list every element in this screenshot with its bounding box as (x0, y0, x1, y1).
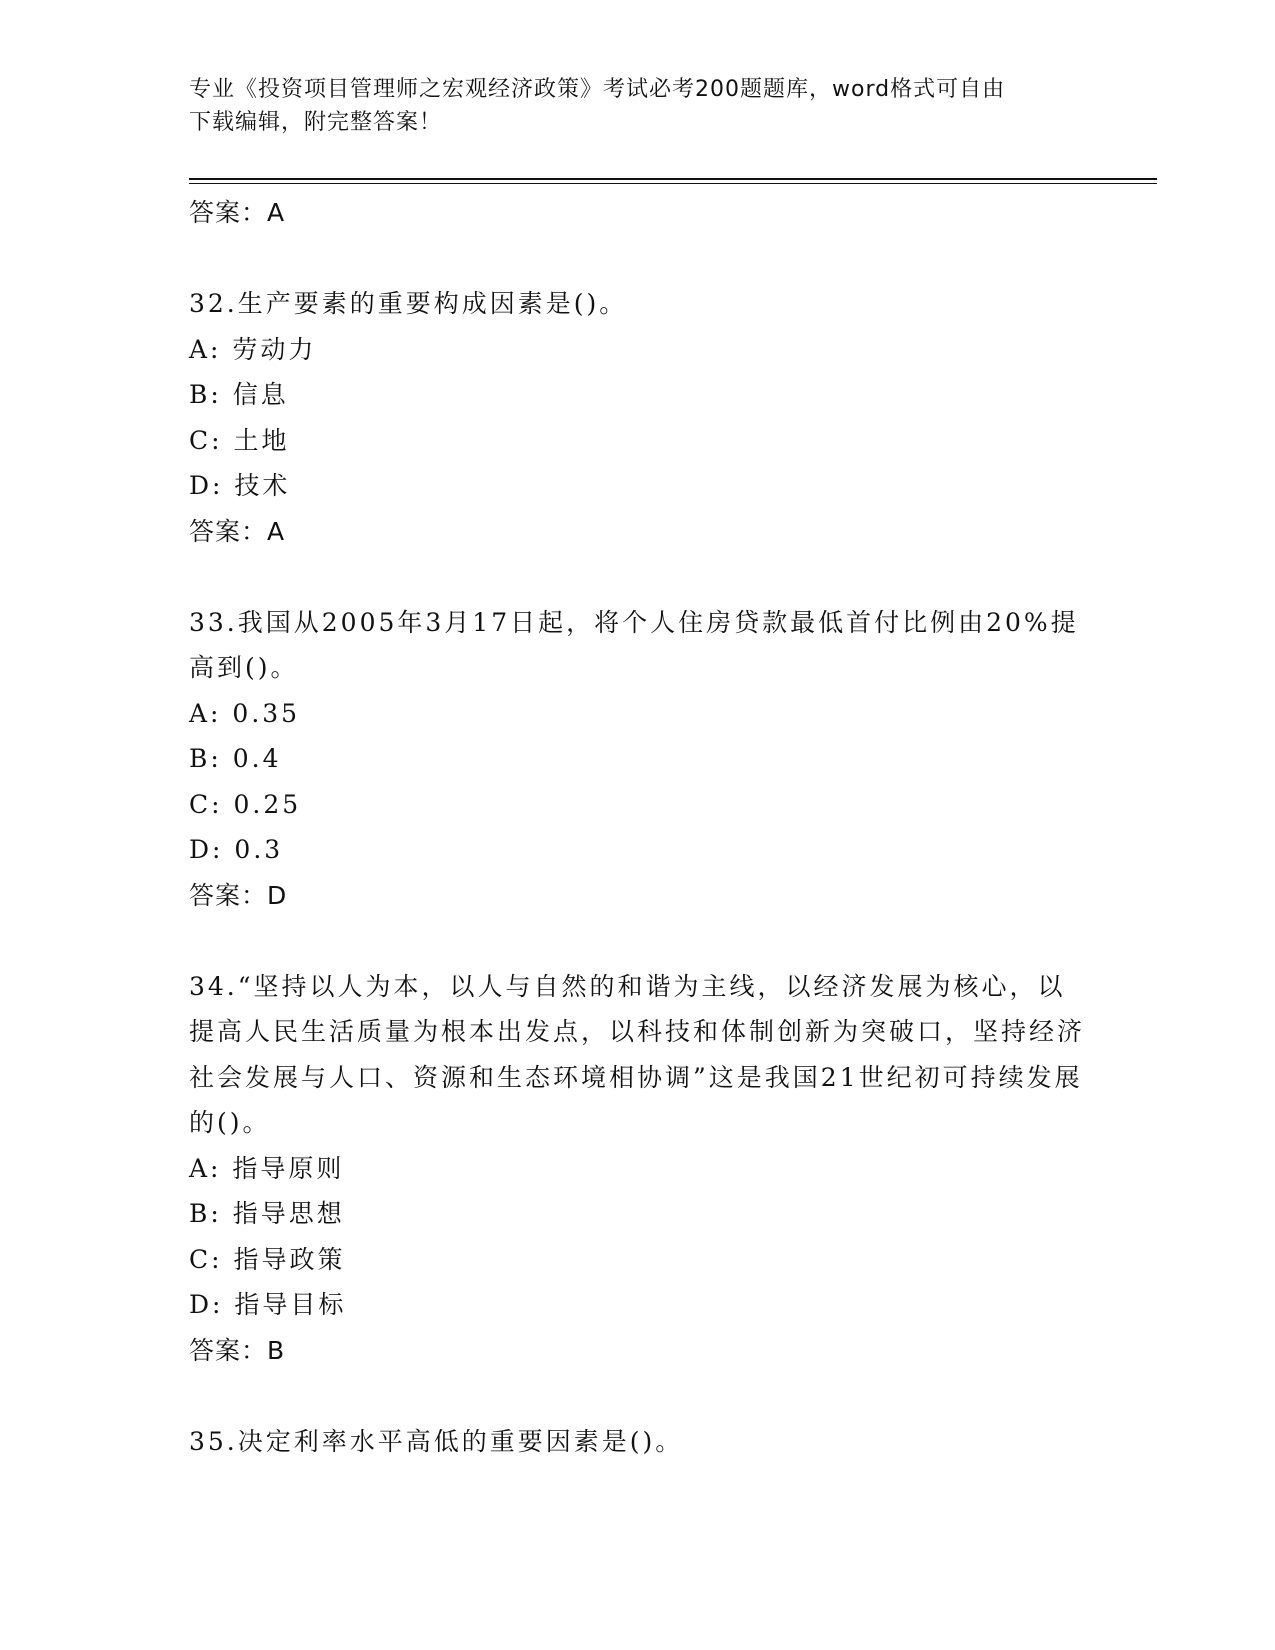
question-block (189, 964, 1089, 1373)
header-line-2: 下载编辑，附完整答案！ (189, 110, 443, 135)
question-list (189, 190, 1089, 1464)
question-text: 32.生产要素的重要构成因素是()。 (189, 289, 628, 318)
option-d: D: 0.3 (189, 835, 284, 864)
answer-line: 答案：A (189, 516, 286, 546)
question-block (189, 1419, 1089, 1465)
option-a: A: 指导原则 (189, 1153, 345, 1183)
header-rule-thin (189, 183, 1157, 184)
question-text: 35.决定利率水平高低的重要因素是()。 (189, 1426, 684, 1456)
question-block (189, 600, 1089, 918)
option-b: B: 指导思想 (189, 1199, 345, 1228)
spacer (189, 235, 1089, 281)
question-text: 34.“坚持以人为本，以人与自然的和谐为主线，以经济发展为核心，以提高人民生活质量为根本出发点，以科技和体制创新为突破口，坚持经济社会发展与人口、资源和生态环境相协调”这是我国21世纪初可持续发展的()。 (189, 971, 1086, 1137)
option-c: C: 指导政策 (189, 1244, 346, 1274)
question-text: 33.我国从2005年3月17日起，将个人住房贷款最低首付比例由20%提高到()。 (189, 607, 1079, 682)
option-b: B: 信息 (189, 380, 289, 409)
answer-line: 答案：A (189, 198, 286, 227)
question-block (189, 281, 1089, 554)
option-a: A: 0.35 (189, 698, 301, 728)
option-d: D: 技术 (189, 471, 291, 500)
answer-line: 答案：D (189, 880, 288, 910)
document-header (189, 73, 1089, 139)
spacer (189, 1373, 1089, 1419)
header-line-1: 专业《投资项目管理师之宏观经济政策》考试必考200题题库，word格式可自由 (189, 77, 1006, 102)
option-a: A: 劳动力 (189, 334, 317, 364)
spacer (189, 918, 1089, 964)
spacer (189, 554, 1089, 600)
header-rule-thick (189, 178, 1157, 180)
option-c: C: 土地 (189, 425, 290, 455)
answer-line: 答案：B (189, 1335, 286, 1365)
option-c: C: 0.25 (189, 789, 302, 819)
option-d: D: 指导目标 (189, 1290, 347, 1319)
option-b: B: 0.4 (189, 744, 282, 773)
